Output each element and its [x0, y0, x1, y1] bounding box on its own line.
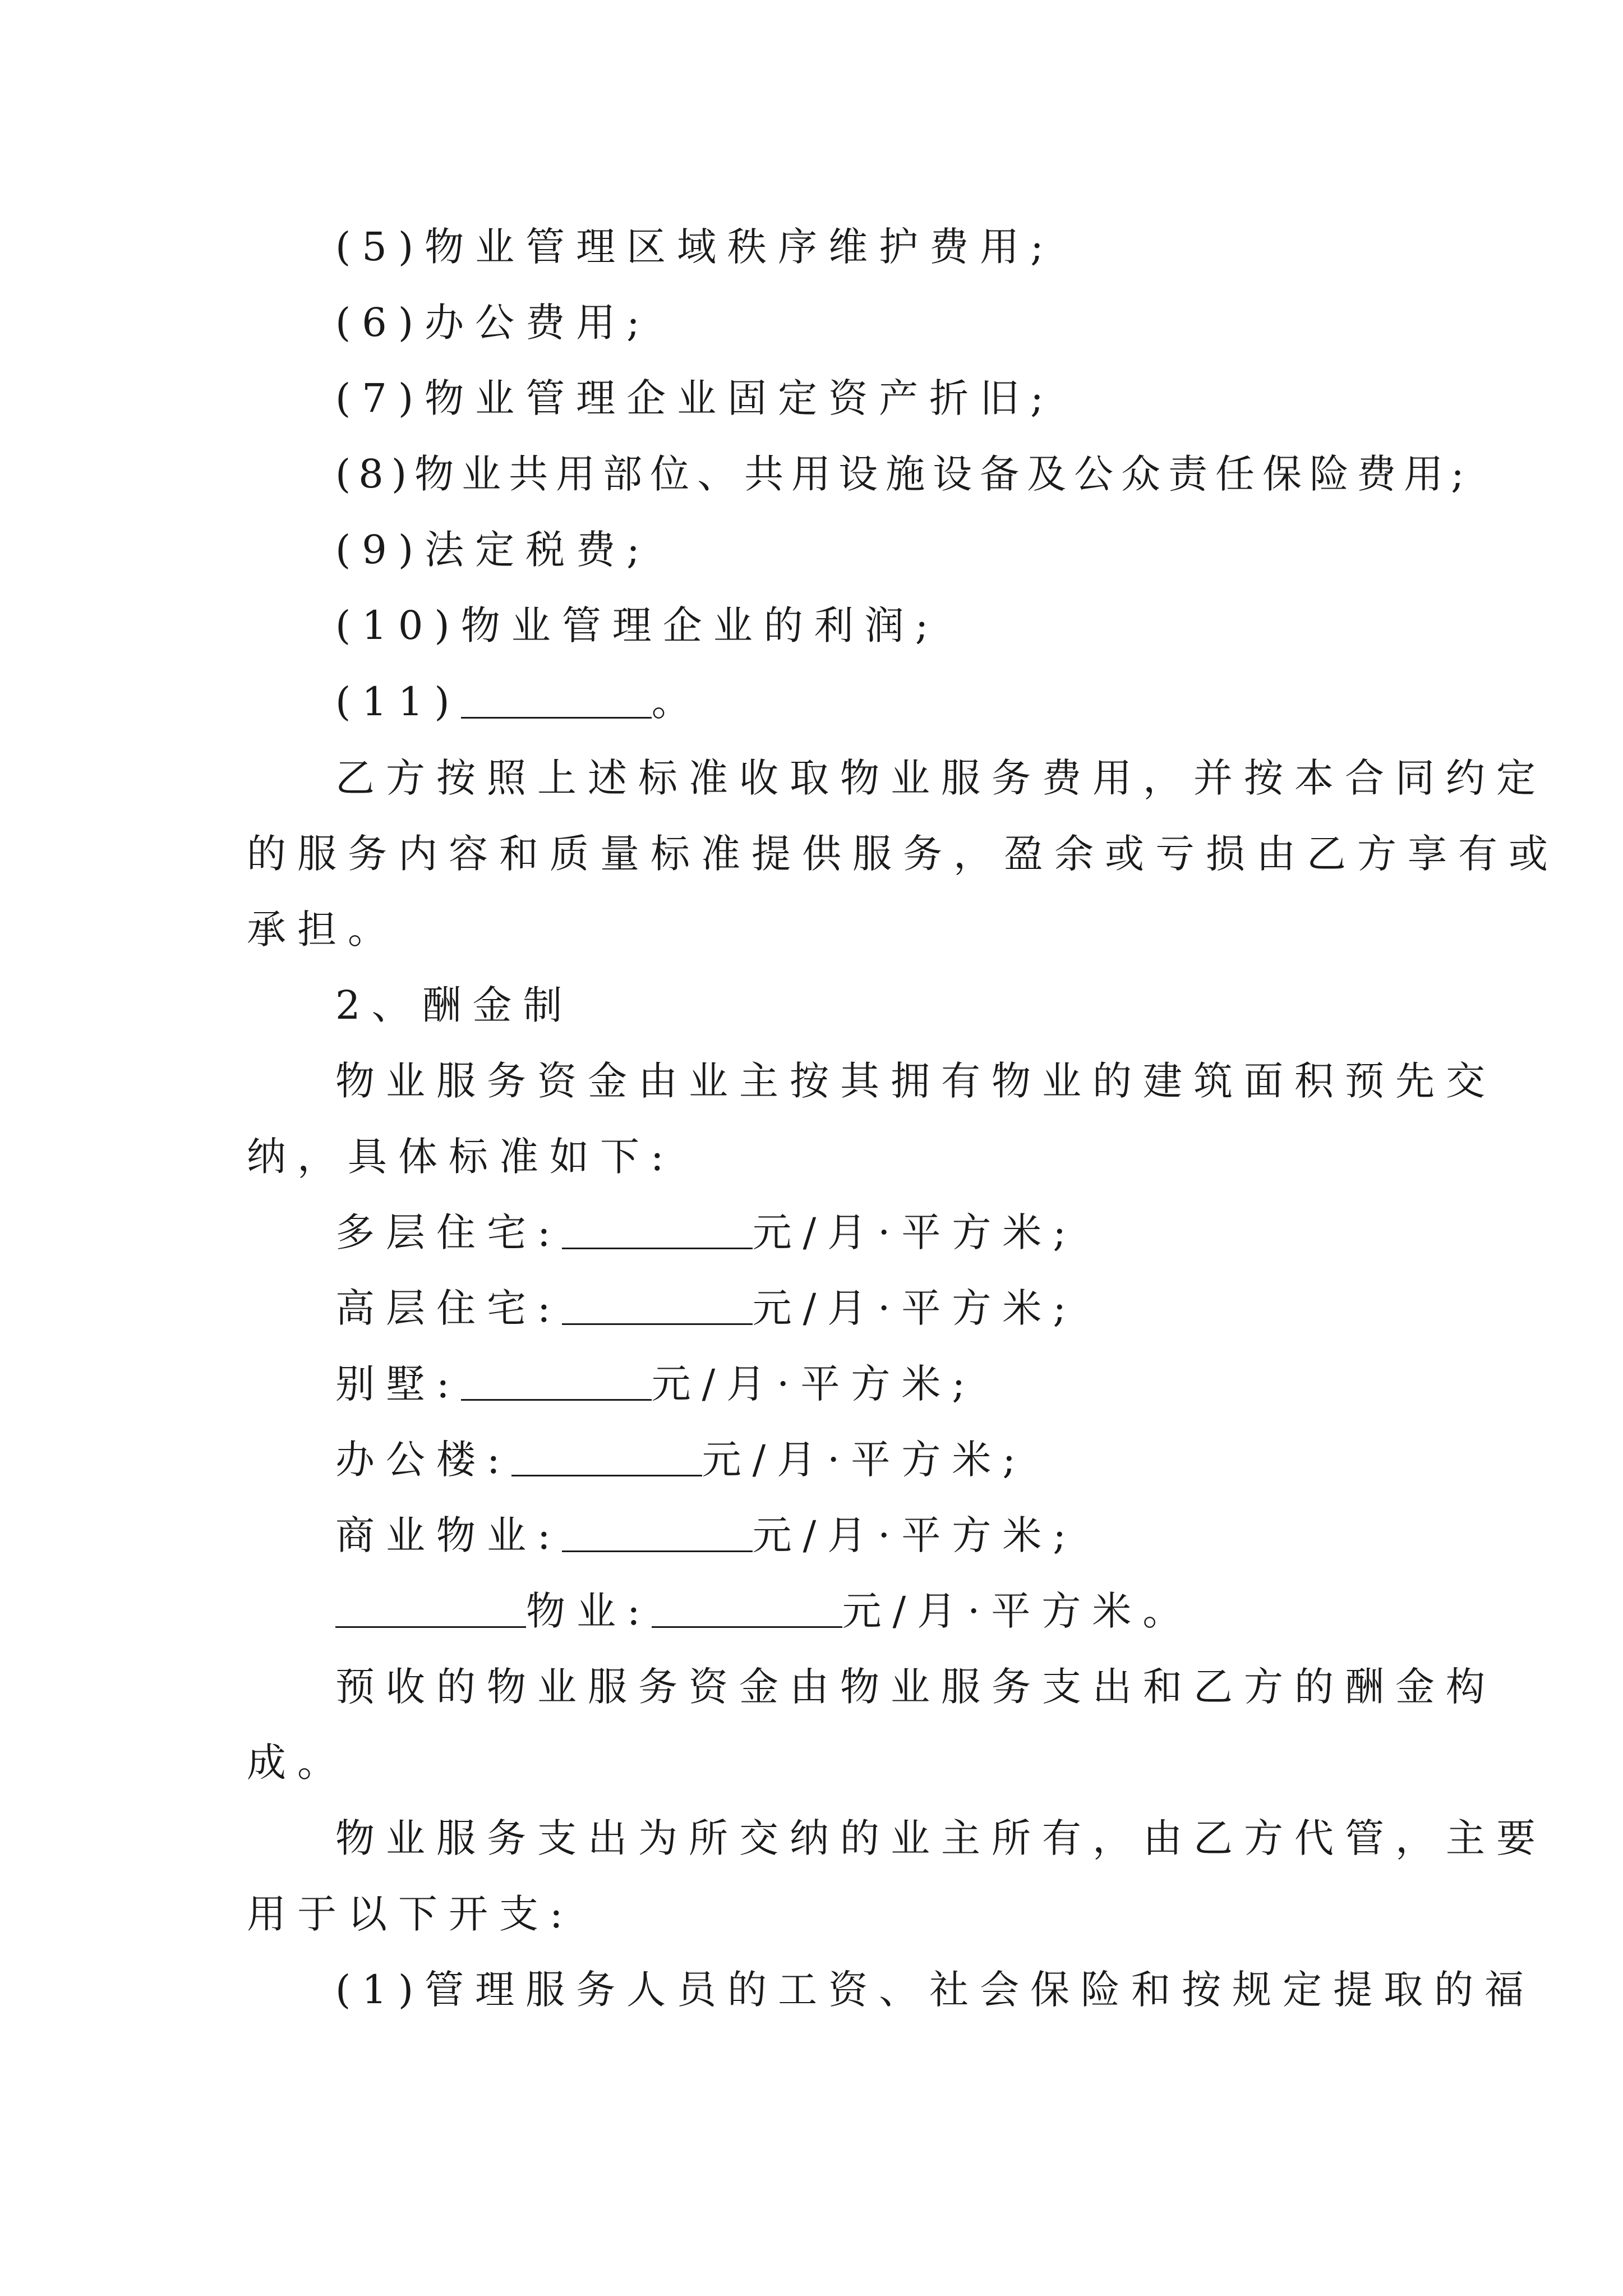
rate-unit: 元/月·平方米;	[752, 1512, 1078, 1558]
list-item-11-end: 。	[651, 679, 702, 725]
paragraph-2-line-1: 物业服务资金由业主按其拥有物业的建筑面积预先交	[335, 1058, 1496, 1104]
rate-label: 多层住宅:	[335, 1209, 562, 1255]
fill-in-blank	[562, 1517, 753, 1552]
fill-in-blank	[461, 683, 652, 719]
list-item-9: (9)法定税费;	[335, 527, 651, 573]
fill-in-blank	[562, 1214, 753, 1249]
fill-in-blank	[461, 1365, 652, 1401]
list-item-8: (8)物业共用部位、共用设施设备及公众责任保险费用;	[335, 451, 1472, 497]
list-item-6: (6)办公费用;	[335, 300, 651, 346]
paragraph-1-line-3: 承担。	[247, 907, 398, 953]
rate-label: 办公楼:	[335, 1437, 511, 1483]
rate-label: 商业物业:	[335, 1512, 562, 1558]
paragraph-1-line-2: 的服务内容和质量标准提供服务，盈余或亏损由乙方享有或	[247, 831, 1559, 877]
list-item-11	[335, 679, 702, 725]
fill-in-blank	[511, 1441, 702, 1476]
list-item-1: (1)管理服务人员的工资、社会保险和按规定提取的福	[335, 1967, 1536, 2013]
list-item-10: (10)物业管理企业的利润;	[335, 602, 940, 648]
rate-unit: 元/月·平方米。	[842, 1588, 1193, 1634]
rate-row-villa	[335, 1361, 977, 1407]
rate-unit: 元/月·平方米;	[702, 1437, 1027, 1483]
paragraph-2-line-2: 纳，具体标准如下:	[247, 1134, 675, 1180]
rate-unit: 元/月·平方米;	[752, 1285, 1078, 1331]
rate-label: 物业:	[526, 1588, 652, 1634]
rate-row-commercial	[335, 1512, 1078, 1558]
rate-row-office	[335, 1437, 1027, 1483]
rate-row-custom	[335, 1588, 1193, 1634]
rate-unit: 元/月·平方米;	[651, 1361, 977, 1407]
rate-unit: 元/月·平方米;	[752, 1209, 1078, 1255]
paragraph-4-line-2: 用于以下开支:	[247, 1891, 574, 1937]
paragraph-1-line-1: 乙方按照上述标准收取物业服务费用，并按本合同约定	[335, 755, 1547, 801]
fill-in-blank	[335, 1593, 526, 1628]
rate-row-multistorey	[335, 1209, 1078, 1255]
fill-in-blank	[652, 1593, 842, 1628]
fill-in-blank	[562, 1290, 753, 1325]
list-item-5: (5)物业管理区域秩序维护费用;	[335, 224, 1055, 270]
list-item-7: (7)物业管理企业固定资产折旧;	[335, 375, 1055, 421]
section-heading: 2、酬金制	[335, 982, 574, 1028]
paragraph-4-line-1: 物业服务支出为所交纳的业主所有，由乙方代管，主要	[335, 1815, 1547, 1861]
paragraph-3-line-1: 预收的物业服务资金由物业服务支出和乙方的酬金构	[335, 1664, 1496, 1710]
list-item-11-label: (11)	[335, 679, 461, 725]
rate-label: 高层住宅:	[335, 1285, 562, 1331]
rate-row-highrise	[335, 1285, 1078, 1331]
rate-label: 别墅:	[335, 1361, 461, 1407]
paragraph-3-line-2: 成。	[247, 1740, 348, 1786]
